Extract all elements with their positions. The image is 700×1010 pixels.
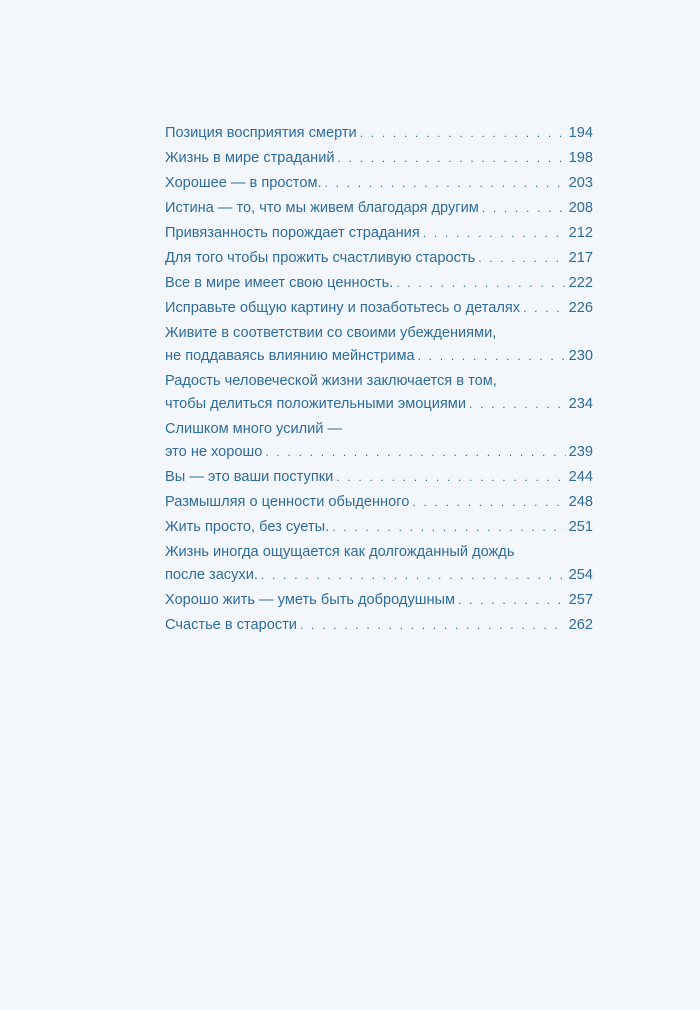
toc-entry-page-number: 254 [568, 567, 593, 583]
dot-leader [360, 124, 566, 143]
toc-entry-page-number: 239 [568, 444, 593, 460]
toc-entry-line [165, 616, 593, 635]
toc-entry[interactable] [165, 493, 593, 512]
toc-entry-page-number: 203 [568, 175, 593, 191]
toc-entry-page-number: 217 [568, 250, 593, 266]
toc-entry-page-number: 244 [568, 469, 593, 485]
toc-entry[interactable] [165, 468, 593, 487]
toc-entry-line [165, 149, 593, 168]
toc-entry[interactable] [165, 591, 593, 610]
toc-entry-title: Вы — это ваши поступки [165, 469, 334, 485]
dot-leader [412, 493, 565, 512]
toc-entry-title: Позиция восприятия смерти [165, 125, 357, 141]
toc-entry-line [165, 518, 593, 537]
toc-entry-page-number: 212 [568, 225, 593, 241]
toc-entry-title: Размышляя о ценности обыденного [165, 494, 410, 510]
toc-entry[interactable] [165, 420, 593, 462]
toc-entry[interactable] [165, 199, 593, 218]
dot-leader [418, 347, 566, 366]
toc-entry-line [165, 249, 593, 268]
toc-entry[interactable] [165, 124, 593, 143]
toc-entry[interactable] [165, 616, 593, 635]
toc-entry-page-number: 257 [568, 592, 593, 608]
dot-leader [325, 174, 566, 193]
dot-leader [265, 443, 565, 462]
toc-entry-line [165, 199, 593, 218]
toc-entry-title: Хорошо жить — уметь быть добродушным [165, 592, 456, 608]
toc-entry-title-first-line: Живите в соответствии со своими убеждениями, [165, 325, 497, 341]
toc-entry-page-number: 222 [568, 275, 593, 291]
toc-entry-title: Истина — то, что мы живем благодаря другим [165, 200, 479, 216]
dot-leader [336, 468, 565, 487]
dot-leader [300, 616, 566, 635]
toc-entry-title: это не хорошо [165, 444, 263, 460]
toc-entry-title: Для того чтобы прожить счастливую старость [165, 250, 476, 266]
toc-entry-title: Счастье в старости [165, 617, 297, 633]
toc-entry[interactable] [165, 372, 593, 414]
toc-entry-page-number: 208 [568, 200, 593, 216]
dot-leader [261, 566, 566, 585]
toc-entry-line [165, 274, 593, 293]
toc-entry-page-number: 194 [568, 125, 593, 141]
toc-entry[interactable] [165, 299, 593, 318]
toc-entry-title: не поддаваясь влиянию мейнстрима [165, 348, 415, 364]
toc-entry-page-number: 248 [568, 494, 593, 510]
toc-entry-title: Жизнь в мире страданий [165, 150, 335, 166]
dot-leader [396, 274, 565, 293]
toc-entry[interactable] [165, 224, 593, 243]
toc-entry[interactable] [165, 274, 593, 293]
toc-entry-page-number: 262 [568, 617, 593, 633]
toc-entry-title: чтобы делиться положительными эмоциями [165, 396, 466, 412]
toc-entry-title: Исправьте общую картину и позаботьтесь о деталях [165, 300, 521, 316]
toc-entry-page-number: 226 [568, 300, 593, 316]
toc-entry-page-number: 198 [568, 150, 593, 166]
toc-entry-title: Хорошее — в простом. [165, 175, 322, 191]
toc-entry-title-first-line: Радость человеческой жизни заключается в том, [165, 373, 497, 389]
dot-leader [338, 149, 566, 168]
toc-entry-page-number: 230 [568, 348, 593, 364]
dot-leader [332, 518, 565, 537]
toc-entry-line [165, 566, 593, 585]
table-of-contents [165, 124, 593, 641]
toc-entry-line [165, 224, 593, 243]
toc-entry-page-number: 251 [568, 519, 593, 535]
toc-entry-title: Привязанность порождает страдания [165, 225, 420, 241]
toc-entry-line [165, 124, 593, 143]
toc-entry[interactable] [165, 174, 593, 193]
toc-entry-line [165, 299, 593, 318]
dot-leader [478, 249, 565, 268]
dot-leader [423, 224, 566, 243]
toc-entry-title-first-line: Слишком много усилий — [165, 421, 343, 437]
dot-leader [458, 591, 566, 610]
toc-entry-page-number: 234 [568, 396, 593, 412]
toc-entry-line [165, 395, 593, 414]
toc-entry-title-first-line: Жизнь иногда ощущается как долгожданный дождь [165, 544, 515, 560]
toc-entry-line [165, 443, 593, 462]
toc-entry[interactable] [165, 149, 593, 168]
toc-entry[interactable] [165, 324, 593, 366]
toc-entry-title: Все в мире имеет свою ценность. [165, 275, 394, 291]
toc-entry-title: Жить просто, без суеты. [165, 519, 330, 535]
toc-entry-title: после засухи. [165, 567, 258, 583]
toc-entry[interactable] [165, 249, 593, 268]
toc-entry-line [165, 347, 593, 366]
toc-entry-line [165, 174, 593, 193]
dot-leader [469, 395, 566, 414]
toc-entry-line [165, 468, 593, 487]
toc-entry-line [165, 591, 593, 610]
toc-entry-line [165, 493, 593, 512]
toc-entry[interactable] [165, 543, 593, 585]
dot-leader [482, 199, 566, 218]
toc-entry[interactable] [165, 518, 593, 537]
dot-leader [523, 299, 566, 318]
